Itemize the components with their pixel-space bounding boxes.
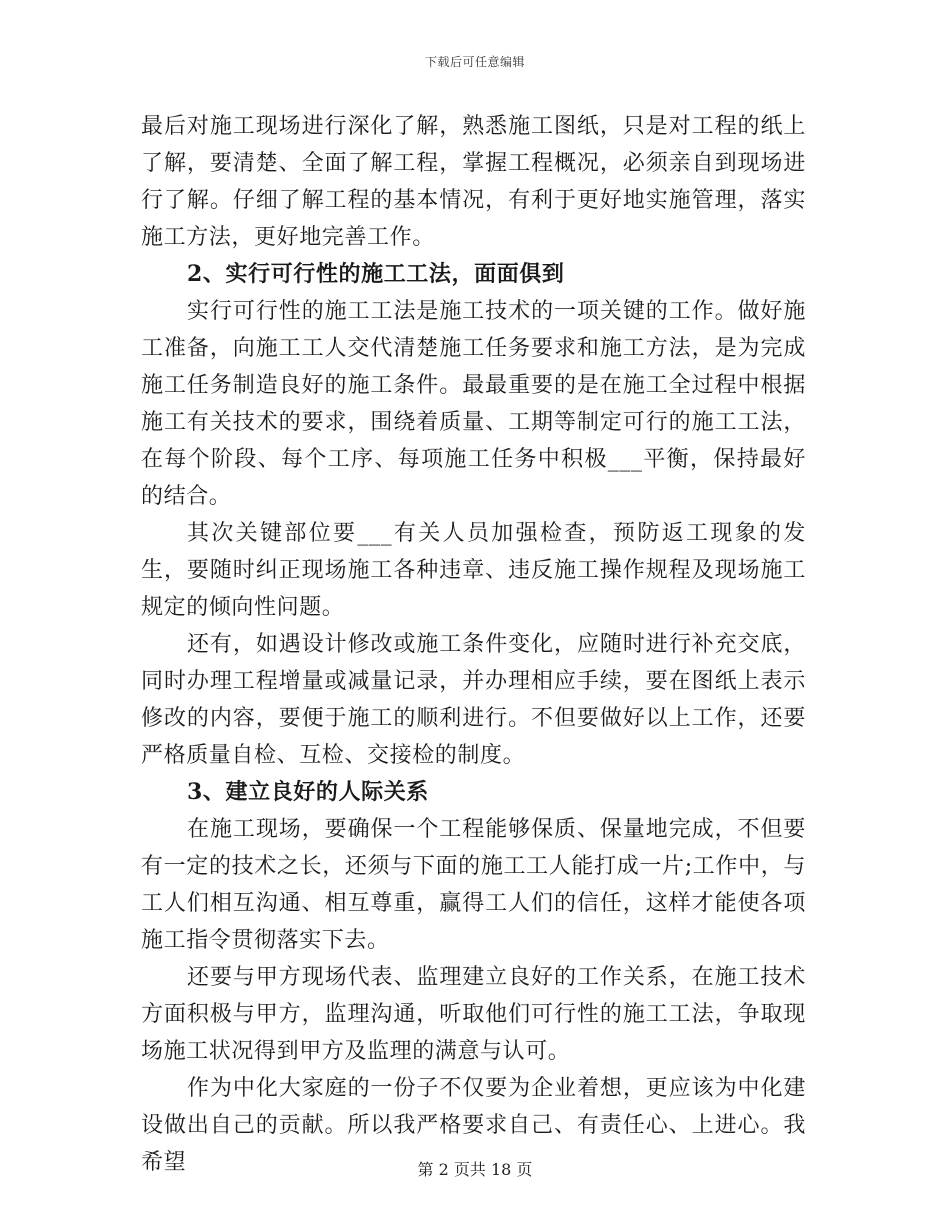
page-number: 第 2 页共 18 页 — [417, 1160, 533, 1179]
paragraph-5: 在施工现场，要确保一个工程能够保质、保量地完成，不但要有一定的技术之长，还须与下面的施工工人能打成一片;工作中，与工人们相互沟通、相互尊重，赢得工人们的信任，这样才能使各项施工指令贯彻落实下去。 — [141, 817, 806, 953]
paragraph-3: 其次关键部位要___有关人员加强检查，预防返工现象的发生，要随时纠正现场施工各种违章、违反施工操作规程及现场施工规定的倾向性问题。 — [141, 521, 806, 620]
paragraph-2: 实行可行性的施工工法是施工技术的一项关键的工作。做好施工准备，向施工工人交代清楚施工任务要求和施工方法，是为完成施工任务制造良好的施工条件。最最重要的是在施工全过程中根据施工有关技术的要求，围绕着质量、工期等制定可行的施工工法，在每个阶段、每个工序、每项施工任务中积极___平衡，保持最好的结合。 — [141, 299, 806, 509]
document-body — [141, 108, 806, 1181]
paragraph-1: 最后对施工现场进行深化了解，熟悉施工图纸，只是对工程的纸上了解，要清楚、全面了解工程，掌握工程概况，必须亲自到现场进行了解。仔细了解工程的基本情况，有利于更好地实施管理，落实施工方法，更好地完善工作。 — [141, 114, 806, 250]
section-heading-2: 2、实行可行性的施工工法，面面俱到 — [187, 261, 565, 287]
header-note: 下载后可任意编辑 — [424, 55, 525, 69]
paragraph-4: 还有，如遇设计修改或施工条件变化，应随时进行补充交底，同时办理工程增量或减量记录，并办理相应手续，要在图纸上表示修改的内容，要便于施工的顺利进行。不但要做好以上工作，还要严格质量自检、互检、交接检的制度。 — [141, 632, 806, 768]
section-heading-3: 3、建立良好的人际关系 — [187, 779, 429, 805]
paragraph-6: 还要与甲方现场代表、监理建立良好的工作关系，在施工技术方面积极与甲方，监理沟通，听取他们可行性的施工工法，争取现场施工状况得到甲方及监理的满意与认可。 — [141, 965, 806, 1064]
paragraph-7: 作为中化大家庭的一份子不仅要为企业着想，更应该为中化建设做出自己的贡献。所以我严格要求自己、有责任心、上进心。我希望 — [141, 1076, 806, 1175]
